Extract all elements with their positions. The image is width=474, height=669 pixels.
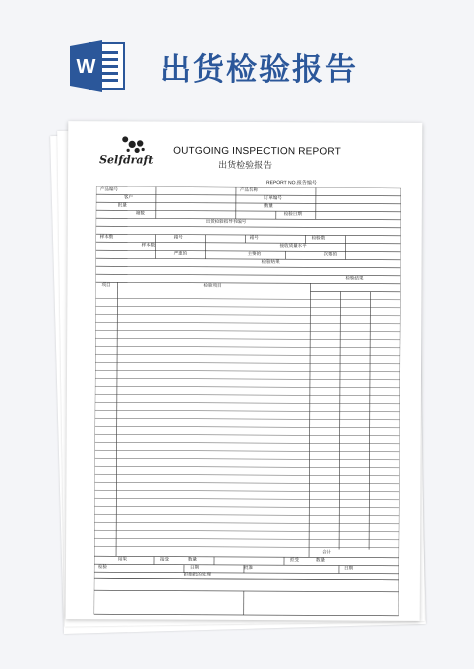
page-title: 出货检验报告 xyxy=(160,52,358,88)
label-total: 合计 xyxy=(322,550,332,556)
item-row-line xyxy=(95,306,400,308)
inspection-item-rows xyxy=(94,298,400,548)
item-row-line xyxy=(95,426,400,428)
label-date-2: 日期 xyxy=(343,566,353,572)
item-row-line xyxy=(95,330,400,332)
item-row-line xyxy=(94,506,399,508)
label-major: 主要的 xyxy=(247,252,262,258)
item-row-line xyxy=(95,386,400,388)
item-row-line xyxy=(95,458,400,460)
item-row-line xyxy=(95,322,400,324)
label-date-1: 日期 xyxy=(189,565,199,571)
label-reject: 拒受 xyxy=(289,558,300,564)
item-row-line xyxy=(95,346,400,348)
item-row-line xyxy=(95,418,400,420)
label-inspection-items: 检验项目 xyxy=(203,283,222,289)
label-inspector: 检验 xyxy=(97,565,107,571)
item-row-line xyxy=(94,498,399,500)
label-inspection-date: 检验日期 xyxy=(283,212,302,218)
item-row-line xyxy=(95,298,400,300)
item-row-line xyxy=(95,410,400,412)
item-row-line xyxy=(95,434,400,436)
item-row-line xyxy=(95,394,400,396)
item-row-line xyxy=(94,482,399,484)
word-document-icon xyxy=(68,37,126,95)
label-box-no: 箱号 xyxy=(173,235,183,241)
company-logo xyxy=(99,135,157,175)
label-sample-qty: 样本数 xyxy=(141,243,156,249)
item-row-line xyxy=(94,490,399,492)
label-customer: 客户 xyxy=(123,195,133,201)
label-minor: 次要的 xyxy=(323,252,338,258)
item-row-line xyxy=(94,522,399,524)
label-box-qty: 箱数 xyxy=(135,211,145,217)
item-row-line xyxy=(94,546,399,548)
label-product-name: 产品名称 xyxy=(239,187,258,194)
label-shipping-qty: 数量 xyxy=(263,204,273,210)
disposition-area xyxy=(94,578,399,617)
label-sample-size: 样本数 xyxy=(99,235,114,241)
label-box-no-2: 箱号 xyxy=(249,236,259,242)
label-approve: 批准 xyxy=(243,566,253,572)
label-quantity: 批量 xyxy=(117,203,127,209)
report-title: OUTGOING INSPECTION REPORT xyxy=(173,145,341,158)
item-row-line xyxy=(95,314,400,316)
item-row-line xyxy=(94,466,399,468)
label-item: 项目 xyxy=(101,283,111,289)
item-row-line xyxy=(94,530,399,532)
item-row-line xyxy=(94,514,399,516)
item-row-line xyxy=(95,362,400,364)
label-disposition: 拒绝批的处理 xyxy=(183,572,211,578)
label-accept: 接受 xyxy=(159,557,170,563)
item-row-line xyxy=(95,402,400,404)
item-row-line xyxy=(95,378,400,380)
inspection-form xyxy=(94,186,401,588)
label-order-no: 订单编号 xyxy=(263,196,282,202)
report-number-label: REPORT NO.报告编号 xyxy=(265,180,317,187)
label-aql: 接收质量水平 xyxy=(279,244,307,250)
word-icon-letter: W xyxy=(76,56,96,78)
item-row-line xyxy=(95,442,400,444)
label-conclusion: 结果 xyxy=(117,557,128,563)
label-result: 检验结果 xyxy=(261,260,280,266)
item-row-line xyxy=(94,538,399,540)
logo-text: Selfdraft xyxy=(99,153,154,167)
item-row-line xyxy=(95,450,400,452)
report-title-cn: 出货检验报告 xyxy=(218,160,273,172)
item-row-line xyxy=(95,370,400,372)
label-reject-qty: 数量 xyxy=(187,557,198,563)
label-inspection-standard: 出货检验指导书编号 xyxy=(205,219,247,226)
item-row-line xyxy=(95,338,400,340)
item-row-line xyxy=(95,354,400,356)
label-critical: 严重的 xyxy=(173,251,188,257)
document-preview[interactable] xyxy=(66,121,423,621)
item-row-line xyxy=(94,474,399,476)
form-grid xyxy=(94,186,401,588)
label-reject-count: 数量 xyxy=(315,558,326,564)
label-result-column: 检验结果 xyxy=(345,276,364,282)
label-inspect-qty: 检验数 xyxy=(311,236,326,242)
label-product-no: 产品编号 xyxy=(99,187,118,193)
